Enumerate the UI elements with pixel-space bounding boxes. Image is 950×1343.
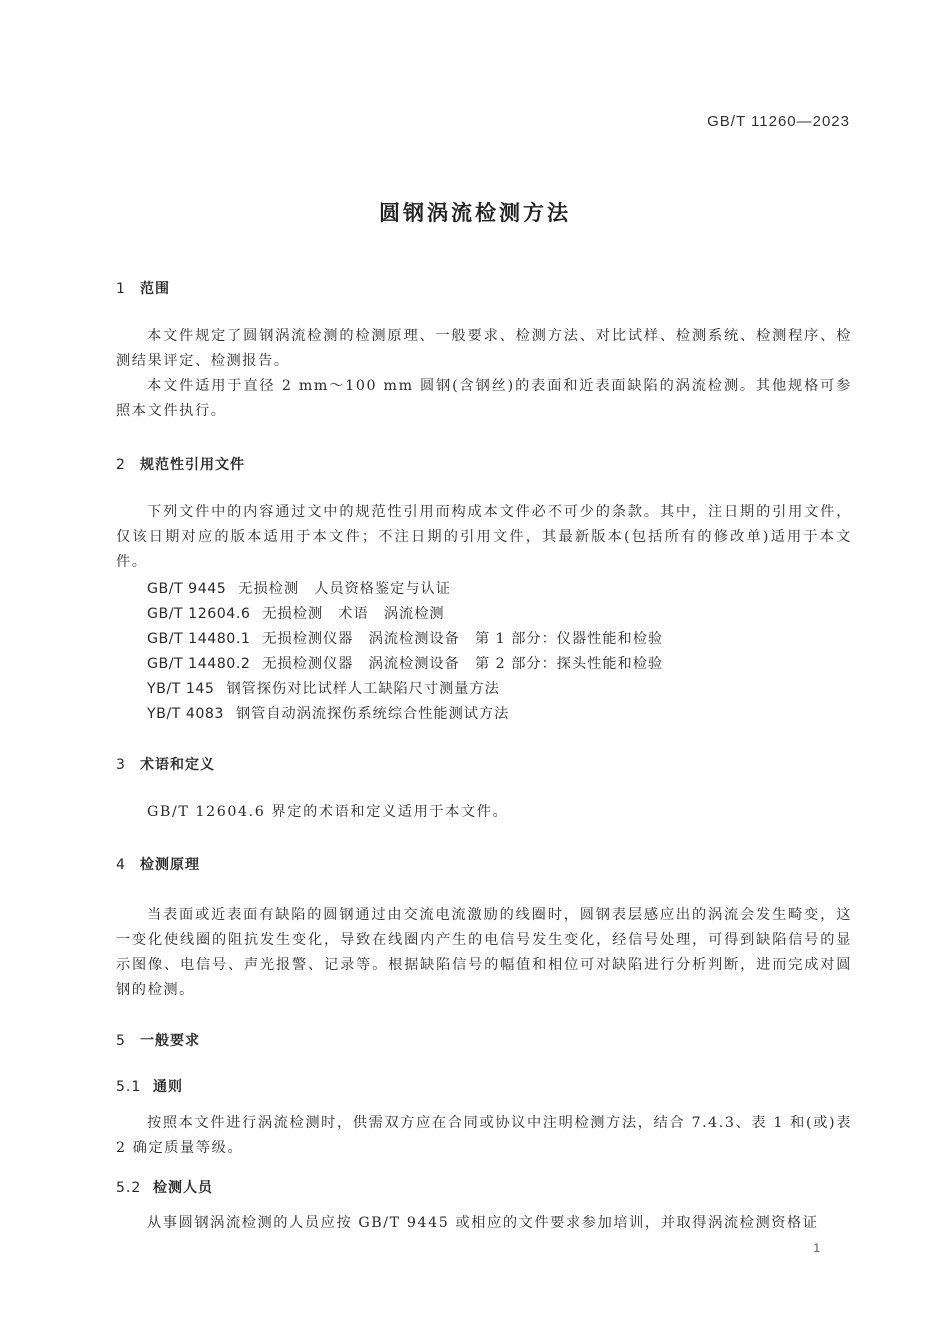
section-number: 1 — [116, 281, 126, 297]
reference-title: 无损检测仪器 涡流检测设备 第 1 部分：仪器性能和检验 — [262, 631, 664, 647]
section-title: 规范性引用文件 — [140, 457, 245, 473]
section-title: 检测人员 — [153, 1180, 213, 1196]
paragraph: 按照本文件进行涡流检测时，供需双方应在合同或协议中注明检测方法，结合 7.4.3、表 1 和(或)表 2 确定质量等级。 — [116, 1115, 852, 1156]
reference-item — [147, 703, 509, 723]
section-heading-3 — [116, 754, 215, 774]
reference-item — [147, 653, 663, 673]
reference-code: YB/T 145 — [147, 681, 215, 697]
standard-code: GB/T 11260—2023 — [707, 113, 850, 130]
section-title: 通则 — [153, 1079, 183, 1095]
reference-title: 无损检测 术语 涡流检测 — [262, 606, 445, 622]
section-heading-5-1 — [116, 1076, 183, 1096]
section-title: 检测原理 — [140, 857, 200, 873]
reference-code: YB/T 4083 — [147, 706, 224, 722]
paragraph: 本文件规定了圆钢涡流检测的检测原理、一般要求、检测方法、对比试样、检测系统、检测程序、检测结果评定、检测报告。 — [116, 328, 852, 369]
reference-title: 钢管探伤对比试样人工缺陷尺寸测量方法 — [226, 681, 500, 697]
paragraph: 本文件适用于直径 2 mm～100 mm 圆钢(含钢丝)的表面和近表面缺陷的涡流检测。其他规格可参照本文件执行。 — [116, 378, 852, 419]
section-heading-1 — [116, 278, 170, 298]
section-heading-5 — [116, 1030, 200, 1050]
section-heading-5-2 — [116, 1177, 213, 1197]
reference-code: GB/T 14480.2 — [147, 656, 251, 672]
reference-title: 无损检测 人员资格鉴定与认证 — [238, 581, 451, 597]
section-number: 4 — [116, 857, 126, 873]
section-title: 术语和定义 — [140, 757, 215, 773]
reference-title: 钢管自动涡流探伤系统综合性能测试方法 — [235, 706, 510, 722]
paragraph: 从事圆钢涡流检测的人员应按 GB/T 9445 或相应的文件要求参加培训，并取得涡流检测资格证 — [147, 1215, 819, 1231]
section-number: 2 — [116, 457, 126, 473]
page-number: 1 — [813, 1241, 820, 1255]
section-heading-4 — [116, 854, 200, 874]
reference-item — [147, 678, 500, 698]
reference-item — [147, 578, 451, 598]
reference-code: GB/T 9445 — [147, 581, 227, 597]
section-number: 5.2 — [116, 1180, 142, 1196]
reference-code: GB/T 12604.6 — [147, 606, 251, 622]
section-title: 一般要求 — [140, 1033, 200, 1049]
paragraph: 当表面或近表面有缺陷的圆钢通过由交流电流激励的线圈时，圆钢表层感应出的涡流会发生畸变，这一变化使线圈的阻抗发生变化，导致在线圈内产生的电信号发生变化，经信号处理，可得到缺陷信号的显示图像、电信号、声光报警、记录等。根据缺陷信号的幅值和相位可对缺陷进行分析判断，进而完成对圆钢的检测。 — [116, 907, 852, 998]
paragraph: GB/T 12604.6 界定的术语和定义适用于本文件。 — [147, 804, 509, 820]
document-title: 圆钢涡流检测方法 — [379, 201, 571, 225]
reference-item — [147, 603, 445, 623]
reference-item — [147, 628, 663, 648]
paragraph: 下列文件中的内容通过文中的规范性引用而构成本文件必不可少的条款。其中，注日期的引用文件，仅该日期对应的版本适用于本文件；不注日期的引用文件，其最新版本(包括所有的修改单)适用于本文件。 — [116, 504, 852, 570]
section-heading-2 — [116, 454, 245, 474]
reference-title: 无损检测仪器 涡流检测设备 第 2 部分：探头性能和检验 — [262, 656, 664, 672]
reference-code: GB/T 14480.1 — [147, 631, 251, 647]
section-title: 范围 — [140, 281, 170, 297]
section-number: 3 — [116, 757, 126, 773]
section-number: 5.1 — [116, 1079, 142, 1095]
section-number: 5 — [116, 1033, 126, 1049]
